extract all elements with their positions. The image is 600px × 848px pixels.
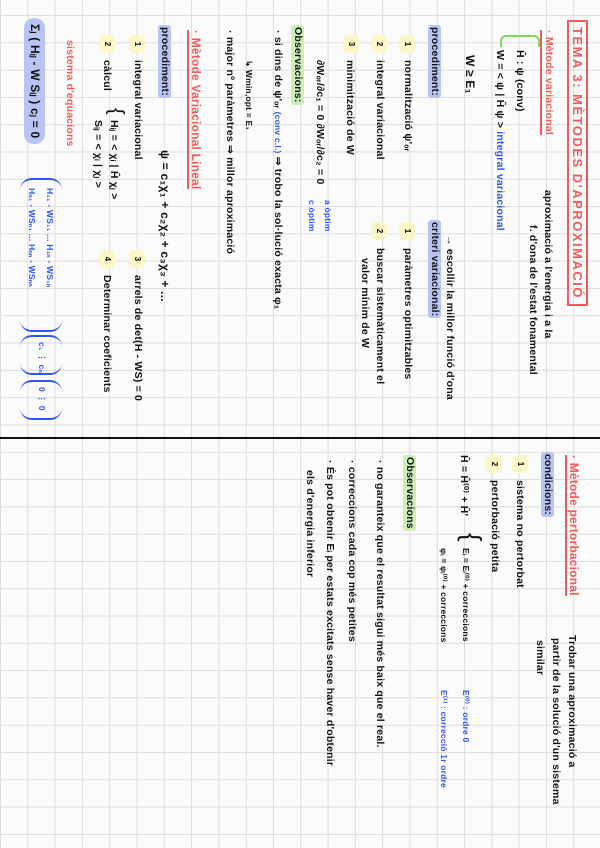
condition-text: pertorbació petita [489, 480, 501, 573]
variational-desc-2: f. d'ona de l'estat fonamental [527, 225, 539, 375]
step-number: 1 [129, 35, 145, 53]
zero-text: 0 ⋮ 0 [37, 387, 47, 411]
w-formula: W = < ψ | Ĥ ψ > [494, 50, 506, 129]
w-label: integral variacional [494, 131, 506, 231]
step-number: 1 [399, 35, 415, 53]
step-text: integral variacional [132, 60, 144, 160]
w-definition [493, 50, 506, 231]
step-number: 4 [99, 250, 115, 268]
linear-procedure-label: procediment: [159, 27, 171, 96]
step-number: 2 [486, 455, 502, 473]
step-number: 2 [371, 222, 387, 240]
w-inequality: W ≥ E₁ [463, 55, 477, 94]
perturbation-observation: · no garanteix que el resultat sigui més baix que el real. [374, 460, 386, 748]
brace-icon: { [105, 108, 127, 115]
perturbed-hamiltonian: Ĥ = Ĥ⁽⁰⁾ + Ĥ' [458, 455, 470, 517]
observations-label: Observacions: [292, 27, 304, 103]
perturbation-observation: · És pot obtenir Eᵢ per estats excitats sense haver d'obtenir [324, 460, 336, 767]
criteria-label: criteri variacional: [429, 222, 441, 317]
variational-heading: · Mètode variacional [540, 30, 555, 135]
perturbation-heading: · Mètode pertorbacional [567, 455, 581, 596]
conditions-label: condicions: [542, 454, 554, 516]
procedure-label: procediment: [429, 27, 441, 96]
step-number: 1 [512, 455, 528, 473]
optimum-a: a òptim [323, 200, 333, 232]
condition-text: sistema no pertorbat [514, 480, 526, 588]
criteria-text-cont: valor mínim de W [359, 258, 371, 349]
hij-definition: Hᵢⱼ = < χᵢ | Ĥ χⱼ > [108, 120, 120, 200]
derivative-condition: ∂Wₒᵣ/∂c₁ = 0 ∂Wₒᵣ/∂c₂ = 0 [314, 60, 326, 185]
obs-note: (conv c.l.) [273, 111, 283, 154]
step-number: 1 [399, 222, 415, 240]
matrix [20, 178, 62, 332]
criteria-text: paràmetres optimitzables [402, 248, 414, 380]
step-text: minimització de W [344, 60, 356, 155]
perturbation-desc-2: partir de la solució d'un sistema [550, 638, 562, 805]
perturbation-observation-cont: els d'energia inferior [304, 470, 316, 578]
green-brace [500, 35, 540, 47]
order-0: E⁽⁰⁾ : ordre 0 [461, 690, 471, 743]
order-1: E⁽¹⁾ : correcció 1r ordre [439, 690, 449, 788]
system-label: sistema d'equacions [64, 40, 76, 147]
hamiltonian-line: Ĥ : ψ (conv) [514, 50, 526, 112]
sij-definition: Sᵢⱼ = < χᵢ | χⱼ > [92, 120, 104, 188]
matrix-row-2: Hₙ₁ - WSₙ₁ ... Hₙₙ - WSₙₙ [27, 188, 37, 287]
perturbation-desc-3: similar [534, 640, 546, 676]
perturbation-desc-1: Trobar una aproximació a [566, 635, 578, 768]
matrix-row-1: H₁₁ - WS₁₁ ... H₁ₙ - WS₁ₙ [45, 188, 55, 288]
step-text: càlcul [101, 60, 113, 91]
system-equation: Σⱼ ( Hᵢⱼ - W Sᵢⱼ ) cⱼ = 0 [24, 18, 45, 144]
perturbation-observation: · correccions cada cop més petites [346, 460, 358, 642]
wavefunction-expansion: φᵢ = φᵢ⁽⁰⁾ + correccions [439, 548, 449, 643]
optimum-c: c òptim [307, 200, 317, 232]
perturbation-observations-label: Observacions [404, 457, 416, 529]
step-number: 2 [99, 35, 115, 53]
zero-vector [20, 380, 62, 420]
page-title: TEMA 3: MÈTODES D'APROXIMACIÓ [567, 20, 588, 306]
step-text: Determinar coeficients [101, 275, 113, 393]
criteria-text: buscar sistemàticament el [374, 248, 386, 385]
coefficient-vector [20, 335, 62, 375]
linear-heading: · Mètode Variacional Lineal [189, 30, 203, 190]
step-number: 3 [129, 250, 145, 268]
step-number: 2 [371, 35, 387, 53]
obs-text-end: ⇒ trobo la sol·lució exacta φ₁ [272, 156, 284, 310]
step-number: 3 [343, 35, 359, 53]
step-text: integral variacional [374, 60, 386, 160]
choose-best: → escollir la millor funció d'ona [444, 235, 456, 400]
observation-2: · major nº paràmetres ⇒ millor aproximació [224, 30, 236, 255]
observation-1-sub: ↳ Wmín,opt = E₁ [244, 60, 254, 131]
variational-desc-1: aproximació a l'energia i a la [542, 190, 554, 339]
vector-text: c₁ ⋮ cₙ [37, 342, 47, 373]
obs-text: · si dins de ψ'ₒᵣ [272, 30, 284, 109]
step-text: normalització ψ'ₒᵣ [402, 60, 414, 152]
energy-expansion: Eᵢ = Eᵢ⁽⁰⁾ + correccions [461, 548, 471, 642]
linear-psi: ψ = c₁χ₁ + c₂χ₂ + c₃χ₃ + ... [158, 150, 172, 302]
brace-icon: { [457, 533, 487, 542]
observation-1 [271, 30, 284, 309]
step-text: arrels de det(H - WS) = 0 [132, 275, 144, 402]
